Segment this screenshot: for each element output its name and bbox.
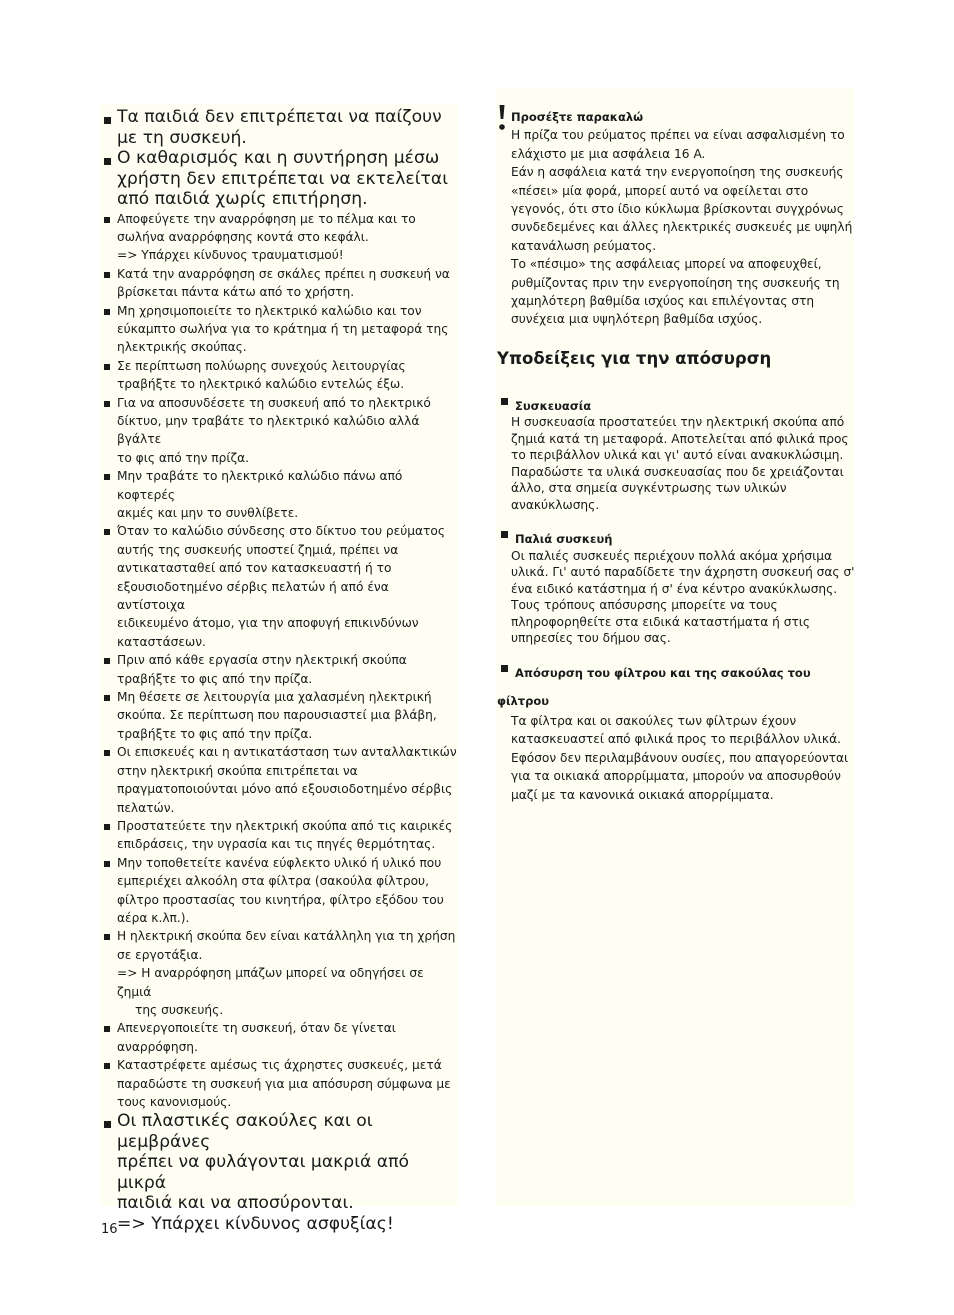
text-line: αέρα κ.λπ.).	[117, 910, 190, 925]
list-item-text	[117, 265, 458, 302]
text-line: το περιβάλλον υλικά και γι' αυτό είναι ανακυκλώσιμη.	[511, 448, 844, 463]
text-line: εξουσιοδοτημένο σέρβις πελατών ή από ένα αντίστοιχα	[117, 579, 389, 613]
text-line: Μη χρησιμοποιείτε το ηλεκτρικό καλώδιο και τον	[117, 303, 422, 318]
list-item-text	[117, 743, 458, 817]
text-line: υπηρεσίες του δήμου σας.	[511, 631, 671, 646]
text-line: γεγονός, ότι στο ίδιο κύκλωμα βρίσκονται συγχρόνως	[511, 202, 844, 217]
text-line: Η ηλεκτρική σκούπα δεν είναι κατάλληλη για τη χρήση	[117, 929, 456, 944]
old-device-text	[497, 548, 855, 647]
list-item-text	[117, 148, 458, 210]
text-line: «πέσει» μία φορά, μπορεί αυτό να οφείλεται στο	[511, 183, 809, 198]
list-item-text	[117, 1056, 458, 1111]
text-line: σε εργοτάξια.	[117, 947, 203, 962]
text-line: στην ηλεκτρική σκούπα επιτρέπεται να	[117, 763, 358, 778]
filter-heading: Απόσυρση του φίλτρου και της σακούλας του	[515, 665, 811, 680]
text-line: Μην τοποθετείτε κανένα εύφλεκτο υλικό ή υλικό που	[117, 855, 442, 870]
list-item-text	[117, 927, 458, 1019]
hazard-note: => Υπάρχει κίνδυνος τραυματισμού!	[117, 248, 344, 263]
text-line: σωλήνα αναρρόφησης κοντά στο κεφάλι.	[117, 229, 369, 244]
text-line: Προστατεύετε την ηλεκτρική σκούπα από τις καιρικές	[117, 818, 453, 833]
bullet-square-icon	[104, 817, 117, 854]
text-line: Τα παιδιά δεν επιτρέπεται να παίζουν	[117, 107, 442, 127]
text-line: εμπεριέχει αλκοόλη στα φίλτρα (σακούλα φίλτρου,	[117, 874, 429, 889]
safety-list-item	[104, 743, 458, 817]
safety-list-item	[104, 1056, 458, 1111]
text-line: ρυθμίζοντας πριν την ενεργοποίηση της συσκευής τη	[511, 275, 840, 290]
safety-instructions-list	[104, 107, 458, 1234]
text-line: καταστάσεων.	[117, 634, 206, 649]
packaging-heading: Συσκευασία	[515, 398, 592, 413]
list-item-text	[117, 302, 458, 357]
text-line: Τους τρόπους απόσυρσης μπορείτε να τους	[511, 598, 778, 613]
text-line: αυτής της συσκευής υποστεί ζημιά, πρέπει να	[117, 542, 399, 557]
text-line: Παραδώστε τα υλικά συσκευασίας που δε χρειάζονται	[511, 464, 844, 479]
text-line: χρήστη δεν επιτρέπεται να εκτελείται	[117, 168, 449, 189]
warning-block	[497, 108, 855, 329]
text-line: τους κανονισμούς.	[117, 1095, 232, 1109]
text-line: συνέχεια μια υψηλότερη βαθμίδα ισχύος.	[511, 312, 763, 327]
text-line: => Υπάρχει κίνδυνος ασφυξίας!	[117, 1213, 394, 1234]
text-line: πελατών.	[117, 800, 175, 815]
text-line: άλλο, στα σημεία συγκέντρωσης των υλικών	[511, 481, 787, 496]
safety-list-item	[104, 265, 458, 302]
safety-list-item	[104, 854, 458, 928]
bullet-square-icon	[104, 265, 117, 302]
text-line: Το «πέσιμο» της ασφάλειας μπορεί να αποφευχθεί,	[511, 257, 822, 272]
bullet-square-icon	[104, 210, 117, 265]
list-item-text	[117, 817, 458, 854]
text-line: Αποφεύγετε την αναρρόφηση με το πέλμα και το	[117, 211, 416, 226]
old-device-subsection	[497, 531, 855, 647]
list-item-text	[117, 357, 458, 394]
safety-list-item	[104, 210, 458, 265]
text-line: Οι πλαστικές σακούλες και οι μεμβράνες	[117, 1111, 373, 1152]
text-line: το φις από την πρίζα.	[117, 450, 250, 465]
text-line: Μην τραβάτε το ηλεκτρικό καλώδιο πάνω από κοφτερές	[117, 469, 403, 502]
list-item-text	[117, 651, 458, 688]
text-line: πραγματοποιούνται μόνο από εξουσιοδοτημένο σέρβις	[117, 782, 453, 797]
list-item-text	[117, 1111, 458, 1234]
bullet-square-icon	[104, 467, 117, 522]
bullet-square-icon	[104, 357, 117, 394]
text-line: σκούπα. Σε περίπτωση που παρουσιαστεί μια βλάβη,	[117, 708, 437, 723]
text-line: Μη θέσετε σε λειτουργία μια χαλασμένη ηλεκτρική	[117, 690, 432, 705]
text-line: αντικατασταθεί από τον κατασκευαστή ή το	[117, 561, 392, 576]
text-line: ηλεκτρικής σκούπας.	[117, 340, 247, 355]
text-line: επιδράσεις, την υγρασία και τις πηγές θερμότητας.	[117, 837, 436, 852]
hazard-note: της συσκευής.	[135, 1002, 224, 1017]
text-line: κατανάλωση ρεύματος.	[511, 238, 657, 253]
exclamation-icon	[497, 104, 507, 132]
list-item-text	[117, 1019, 458, 1056]
bullet-square-icon	[501, 665, 508, 672]
packaging-text	[497, 414, 855, 513]
text-line: κατασκευαστεί από φιλικά προς το περιβάλλον υλικά.	[511, 732, 841, 747]
text-line: ειδικευμένο άτομο, για την αποφυγή επικινδύνων	[117, 616, 419, 631]
safety-list-item	[104, 394, 458, 468]
text-line: ελάχιστο με μια ασφάλεια 16 A.	[511, 146, 706, 161]
bullet-square-icon	[104, 1019, 117, 1056]
text-line: τραβήξτε το φις από την πρίζα.	[117, 671, 313, 686]
text-line: μαζί με τα κανονικά οικιακά απορρίμματα.	[511, 787, 774, 802]
bullet-square-icon	[104, 522, 117, 651]
safety-list-item	[104, 651, 458, 688]
text-line: πρέπει να φυλάγονται μακριά από μικρά	[117, 1152, 409, 1193]
bullet-square-icon	[104, 854, 117, 928]
hazard-note: => Η αναρρόφηση μπάζων μπορεί να οδηγήσει σε ζημιά	[117, 966, 424, 999]
list-item-text	[117, 854, 458, 928]
bullet-square-icon	[104, 651, 117, 688]
safety-list-item	[104, 148, 458, 210]
text-line: τραβήξτε το φις από την πρίζα.	[117, 726, 313, 741]
text-line: ανακύκλωσης.	[511, 497, 600, 512]
text-line: βρίσκεται πάντα κάτω από το χρήστη.	[117, 285, 355, 300]
text-line: Για να αποσυνδέσετε τη συσκευή από το ηλεκτρικό	[117, 395, 431, 410]
text-line: Η πρίζα του ρεύματος πρέπει να είναι ασφαλισμένη το	[511, 128, 845, 143]
text-line: δίκτυο, μην τραβάτε το ηλεκτρικό καλώδιο αλλά βγάλτε	[117, 413, 420, 447]
bullet-square-icon	[104, 107, 117, 148]
text-line: με τη συσκευή.	[117, 127, 247, 148]
disposal-section-title: Υποδείξεις για την απόσυρση	[497, 348, 772, 368]
text-line: ζημιά κατά τη μεταφορά. Αποτελείται από φιλικά προς	[511, 431, 849, 446]
list-item-text	[117, 107, 458, 148]
list-item-text	[117, 688, 458, 743]
text-line: χαμηλότερη βαθμίδα ισχύος και επιλέγοντας στη	[511, 294, 815, 309]
old-device-heading: Παλιά συσκευή	[515, 532, 613, 547]
safety-list-item	[104, 302, 458, 357]
text-line: Καταστρέφετε αμέσως τις άχρηστες συσκευές, μετά	[117, 1058, 442, 1073]
bullet-square-icon	[104, 302, 117, 357]
filter-subsection	[497, 665, 855, 804]
filter-text	[497, 712, 855, 804]
text-line: Ο καθαρισμός και η συντήρηση μέσω	[117, 148, 440, 168]
bullet-square-icon	[104, 1111, 117, 1234]
text-line: Τα φίλτρα και οι σακούλες των φίλτρων έχουν	[511, 713, 797, 728]
safety-list-item	[104, 522, 458, 651]
list-item-text	[117, 210, 458, 265]
safety-list-item	[104, 357, 458, 394]
text-line: ακμές και μην το συνθλίβετε.	[117, 506, 299, 520]
text-line: συνδεδεμένες και άλλες ηλεκτρικές συσκευές με υψηλή	[511, 220, 853, 235]
text-line: παραδώστε τη συσκευή για μια απόσυρση σύμφωνα με	[117, 1076, 451, 1091]
filter-heading-continued: φίλτρου	[497, 694, 549, 709]
bullet-square-icon	[501, 398, 508, 405]
text-line: Σε περίπτωση πολύωρης συνεχούς λειτουργίας	[117, 358, 406, 373]
bullet-square-icon	[104, 1056, 117, 1111]
right-column	[497, 108, 855, 804]
bullet-square-icon	[104, 927, 117, 1019]
text-line: Πριν από κάθε εργασία στην ηλεκτρική σκούπα	[117, 653, 407, 668]
text-line: πληροφορηθείτε στα ειδικά καταστήματα ή στις	[511, 614, 811, 629]
text-line: από παιδιά χωρίς επιτήρηση.	[117, 189, 368, 209]
safety-list-item	[104, 1019, 458, 1056]
bullet-square-icon	[104, 743, 117, 817]
packaging-subsection	[497, 398, 855, 514]
safety-list-item	[104, 927, 458, 1019]
text-line: Απενεργοποιείτε τη συσκευή, όταν δε γίνεται	[117, 1021, 396, 1036]
safety-list-item	[104, 688, 458, 743]
text-line: Εάν η ασφάλεια κατά την ενεργοποίηση της συσκευής	[511, 165, 844, 180]
text-line: Κατά την αναρρόφηση σε σκάλες πρέπει η συσκευή να	[117, 266, 450, 281]
safety-list-item	[104, 107, 458, 148]
text-line: παιδιά και να αποσύρονται.	[117, 1193, 354, 1214]
warning-title: Προσέξτε παρακαλώ	[511, 110, 644, 124]
text-line: για τα οικιακά απορρίμματα, μπορούν να αποσυρθούν	[511, 769, 841, 784]
bullet-square-icon	[104, 394, 117, 468]
text-line: Οι επισκευές και η αντικατάσταση των ανταλλακτικών	[117, 745, 457, 760]
text-line: ένα ειδικό κατάστημα ή σ' ένα κέντρο ανακύκλωσης.	[511, 581, 838, 596]
list-item-text	[117, 394, 458, 468]
text-line: αναρρόφηση.	[117, 1039, 198, 1054]
text-line: Οι παλιές συσκευές περιέχουν πολλά ακόμα χρήσιμα	[511, 548, 833, 563]
text-line: Η συσκευασία προστατεύει την ηλεκτρική σκούπα από	[511, 415, 845, 430]
safety-list-item	[104, 817, 458, 854]
text-line: εύκαμπτο σωλήνα για το κράτημα ή τη μεταφορά της	[117, 321, 449, 336]
page-number: 16	[101, 1222, 118, 1237]
bullet-square-icon	[501, 531, 508, 538]
text-line: τραβήξτε το ηλεκτρικό καλώδιο εντελώς έξω.	[117, 377, 405, 392]
bullet-square-icon	[104, 688, 117, 743]
list-item-text	[117, 522, 458, 651]
safety-list-item	[104, 1111, 458, 1234]
text-line: Εφόσον δεν περιλαμβάνουν ουσίες, που απαγορεύονται	[511, 750, 849, 765]
text-line: Όταν το καλώδιο σύνδεσης στο δίκτυο του ρεύματος	[117, 524, 445, 539]
text-line: φίλτρο προστασίας του κινητήρα, φίλτρο εξόδου του	[117, 892, 444, 907]
safety-list-item	[104, 467, 458, 522]
warning-text	[511, 126, 855, 328]
bullet-square-icon	[104, 148, 117, 210]
list-item-text	[117, 467, 458, 522]
text-line: υλικά. Γι' αυτό παραδίδετε την άχρηστη συσκευή σας σ'	[511, 565, 855, 580]
